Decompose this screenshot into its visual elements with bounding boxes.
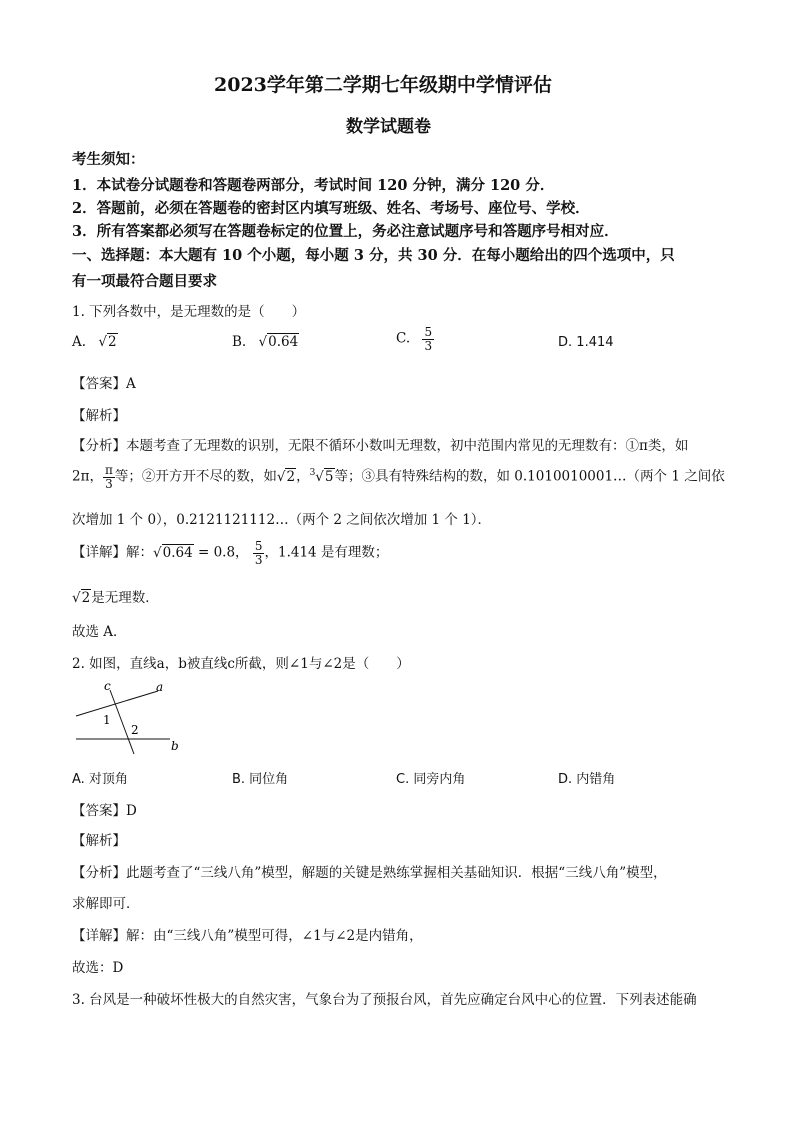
- q1-option-a: [72, 334, 118, 350]
- fraction-numerator: 5: [424, 325, 433, 339]
- cube-root-index: 3: [309, 468, 316, 479]
- q1-option-b-radicand: 0.64: [268, 334, 299, 350]
- q1-answer: 【答案】A: [72, 376, 136, 392]
- sqrt-symbol: √0.64: [153, 544, 193, 561]
- notice-item-1: 1．本试卷分试题卷和答题卷两部分，考试时间 120 分钟，满分 120 分．: [72, 177, 555, 194]
- label-c: c: [104, 679, 111, 693]
- q3-stem: 3. 台风是一种破坏性极大的自然灾害，气象台为了预报台风，首先应确定台风中心的位置．下列表述能确: [72, 992, 697, 1008]
- fraction-numerator: π: [104, 463, 113, 477]
- q1-option-c-label: C.: [396, 330, 411, 347]
- q1-analysis-label: 【解析】: [72, 408, 126, 424]
- q2-option-c: C. 同旁内角: [396, 772, 466, 787]
- q1-option-c: [396, 326, 434, 352]
- q2-option-a: A. 对顶角: [72, 772, 128, 787]
- q2-option-b: B. 同位角: [232, 772, 289, 787]
- q1-conclusion: 故选 A．: [72, 624, 127, 640]
- label-b: b: [171, 739, 179, 753]
- q2-stem: 2. 如图，直线a，b被直线c所截，则∠1与∠2是（ ）: [72, 656, 410, 672]
- q2-answer: 【答案】D: [72, 803, 137, 819]
- pi-over-3-fraction: [103, 464, 115, 490]
- q1-option-d-value: 1.414: [576, 335, 614, 350]
- label-a: a: [156, 680, 164, 694]
- fraction-denominator: 3: [424, 338, 433, 353]
- fraction-denominator: 3: [105, 476, 113, 491]
- fraction-numerator: 5: [254, 539, 263, 553]
- q1-analysis-line-1: 【分析】本题考查了无理数的识别，无限不循环小数叫无理数，初中范围内常见的无理数有：①π类，如: [72, 438, 689, 454]
- section-heading-line-2: 有一项最符合题目要求: [72, 273, 217, 290]
- q2-conclusion: 故选：D: [72, 960, 124, 976]
- q1-analysis-line-3: 次增加 1 个 0），0.2121121112…（两个 2 之间依次增加 1 个 1）．: [72, 512, 492, 528]
- label-1: 1: [103, 713, 111, 727]
- q2-figure: [72, 678, 192, 758]
- sqrt-symbol: √2: [72, 590, 91, 606]
- q2-analysis-line-1: 【分析】此题考查了“三线八角”模型，解题的关键是熟练掌握相关基础知识．根据“三线八角”模型，: [72, 865, 667, 881]
- notice-heading: 考生须知：: [72, 151, 145, 168]
- q1-option-d-label: D.: [558, 335, 573, 350]
- q1-option-d: [558, 335, 614, 350]
- q1-stem: 1. 下列各数中，是无理数的是（ ）: [72, 304, 306, 320]
- section-heading-line-1: 一、选择题：本大题有 10 个小题，每小题 3 分，共 30 分．在每小题给出的四个选项中，只: [72, 247, 675, 264]
- q1-option-a-radicand: 2: [107, 334, 117, 350]
- line-a: [76, 691, 158, 716]
- q2-analysis-line-2: 求解即可．: [72, 896, 140, 912]
- q1-option-c-fraction: [422, 326, 434, 352]
- q2-option-d: D. 内错角: [558, 772, 616, 787]
- label-2: 2: [131, 723, 139, 737]
- cube-root-symbol: √5: [315, 468, 334, 485]
- exam-title: 2023学年第二学期七年级期中学情评估: [214, 74, 552, 96]
- q1-analysis-line-2: 2π， $\frac{\pi}{3}$ 等；②开方开不尽的数，如√2，$^3$√5等；③具有特殊结构的数，如 0.1010010001…（两个 1 之间依: [72, 463, 725, 491]
- sqrt-symbol: √2: [276, 468, 296, 485]
- exam-subtitle: 数学试题卷: [346, 117, 431, 137]
- q1-detail-line-2: √2是无理数．: [72, 590, 159, 606]
- fraction-denominator: 3: [254, 552, 263, 567]
- sqrt-symbol: √2: [98, 334, 117, 350]
- q1-option-a-label: A.: [72, 334, 87, 350]
- q2-detail: 【详解】解：由“三线八角”模型可得，∠1与∠2是内错角，: [72, 928, 423, 944]
- q1-option-b: [232, 334, 299, 350]
- q1-detail-line-1: 【详解】解：√0.64 = 0.8， $\frac{5}{3}$ ，1.414 是有理数；: [72, 539, 389, 567]
- notice-item-3: 3．所有答案都必须写在答题卷标定的位置上，务必注意试题序号和答题序号相对应．: [72, 223, 619, 240]
- notice-item-2: 2．答题前，必须在答题卷的密封区内填写班级、姓名、考场号、座位号、学校．: [72, 200, 590, 217]
- five-thirds-fraction: [253, 540, 265, 566]
- q2-analysis-label: 【解析】: [72, 833, 126, 849]
- q1-option-b-label: B.: [232, 334, 247, 350]
- sqrt-symbol: √0.64: [258, 334, 299, 350]
